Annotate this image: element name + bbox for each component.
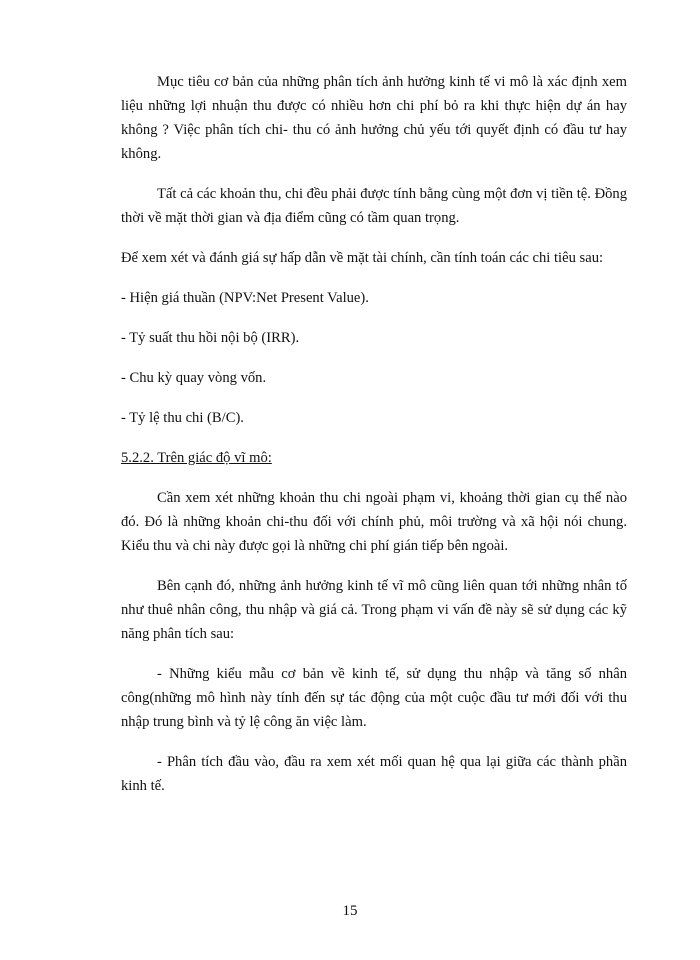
page-body — [121, 70, 627, 798]
paragraph-economic-models: - Những kiểu mẫu cơ bản về kinh tế, sử dụng thu nhập và tăng số nhân công(những mô hình này tính đến sự tác động của một cuộc đầu tư mới đối với thu nhập trung bình và tỷ lệ công ăn việc làm. — [121, 666, 627, 730]
list-item-irr: - Tỷ suất thu hồi nội bộ (IRR). — [121, 330, 300, 346]
list-item-bc-ratio: - Tỷ lệ thu chi (B/C). — [121, 410, 244, 426]
paragraph-macro-factors: Bên cạnh đó, những ảnh hưởng kinh tế vĩ mô cũng liên quan tới những nhân tố như thuê nhân công, thu nhập và giá cả. Trong phạm vi vấn đề này sẽ sử dụng các kỹ năng phân tích sau: — [121, 578, 627, 642]
section-heading: 5.2.2. Trên giác độ vĩ mô: — [121, 450, 272, 466]
paragraph-macro: Cần xem xét những khoản thu chi ngoài phạm vi, khoảng thời gian cụ thể nào đó. Đó là những khoản chi-thu đối với chính phủ, môi trường và xã hội nói chung. Kiểu thu và chi này được gọi là những chi phí gián tiếp bên ngoài. — [121, 490, 627, 554]
paragraph-intro: Mục tiêu cơ bản của những phân tích ảnh hưởng kinh tế vi mô là xác định xem liệu những lợi nhuận thu được có nhiều hơn chi phí bỏ ra khi thực hiện dự án hay không ? Việc phân tích chi- thu có ảnh hưởng chủ yếu tới quyết định có đầu tư hay không. — [121, 74, 627, 162]
paragraph-criteria-intro: Để xem xét và đánh giá sự hấp dẫn về mặt tài chính, cần tính toán các chi tiêu sau: — [121, 250, 604, 266]
list-item-npv: - Hiện giá thuần (NPV:Net Present Value). — [121, 290, 369, 306]
paragraph-input-output: - Phân tích đầu vào, đầu ra xem xét mối quan hệ qua lại giữa các thành phần kinh tế. — [121, 754, 627, 794]
paragraph-currency: Tất cả các khoản thu, chi đều phải được tính bằng cùng một đơn vị tiền tệ. Đồng thời về mặt thời gian và địa điểm cũng có tầm quan trọng. — [121, 186, 627, 226]
list-item-payback: - Chu kỳ quay vòng vốn. — [121, 370, 267, 386]
page-number: 15 — [342, 903, 358, 919]
